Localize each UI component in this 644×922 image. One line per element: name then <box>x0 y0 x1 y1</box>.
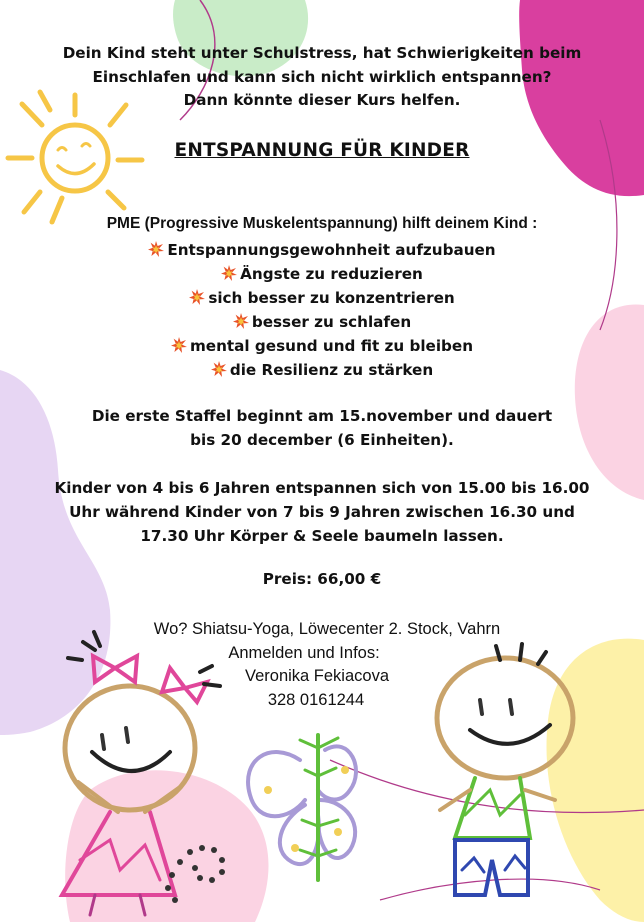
age-line: 17.30 Uhr Körper & Seele baumeln lassen. <box>140 527 504 545</box>
benefit-item <box>0 286 644 310</box>
benefit-item <box>0 262 644 286</box>
intro-line: Dann könnte dieser Kurs helfen. <box>183 91 461 109</box>
intro-line: Einschlafen und kann sich nicht wirklich entspannen? <box>92 67 552 86</box>
benefits-list <box>0 238 644 382</box>
benefit-item <box>0 334 644 358</box>
collision-star-icon <box>148 241 164 257</box>
course-title: ENTSPANNUNG FÜR KINDER <box>174 140 470 161</box>
price: Preis: 66,00 € <box>262 570 382 588</box>
collision-star-icon <box>221 265 237 281</box>
benefit-text: die Resilienz zu stärken <box>229 361 434 379</box>
collision-star-icon <box>189 289 205 305</box>
phone-number[interactable]: 328 0161244 <box>267 690 365 709</box>
registration-label: Anmelden und Infos: <box>228 643 380 662</box>
contact-info <box>0 618 644 712</box>
season-line: bis 20 december (6 Einheiten). <box>190 431 454 449</box>
contact-name: Veronika Fekiacova <box>245 667 389 685</box>
collision-star-icon <box>233 313 249 329</box>
location: Wo? Shiatsu-Yoga, Löwecenter 2. Stock, Vahrn <box>153 620 501 638</box>
intro-line: Dein Kind steht unter Schulstress, hat Schwierigkeiten beim <box>62 44 582 62</box>
benefit-item <box>0 358 644 382</box>
pme-intro: PME (Progressive Muskelentspannung) hilft deinem Kind : <box>106 215 538 232</box>
benefit-text: Entspannungsgewohnheit aufzubauen <box>167 241 496 259</box>
collision-star-icon <box>211 361 227 377</box>
benefit-text: sich besser zu konzentrieren <box>208 289 455 307</box>
benefit-item <box>0 238 644 262</box>
age-line: Uhr während Kinder von 7 bis 9 Jahren zwischen 16.30 und <box>69 503 575 521</box>
benefit-text: Ängste zu reduzieren <box>240 265 423 283</box>
collision-star-icon <box>171 337 187 353</box>
pen-line-bottom2 <box>380 879 600 900</box>
age-schedule-text <box>0 476 644 548</box>
benefit-text: besser zu schlafen <box>251 313 412 331</box>
age-line: Kinder von 4 bis 6 Jahren entspannen sich von 15.00 bis 16.00 <box>54 479 590 497</box>
season-line: Die erste Staffel beginnt am 15.november und dauert <box>91 407 553 425</box>
benefit-text: mental gesund und fit zu bleiben <box>189 337 474 355</box>
season-text <box>0 404 644 452</box>
intro-text <box>0 42 644 113</box>
benefit-item <box>0 310 644 334</box>
